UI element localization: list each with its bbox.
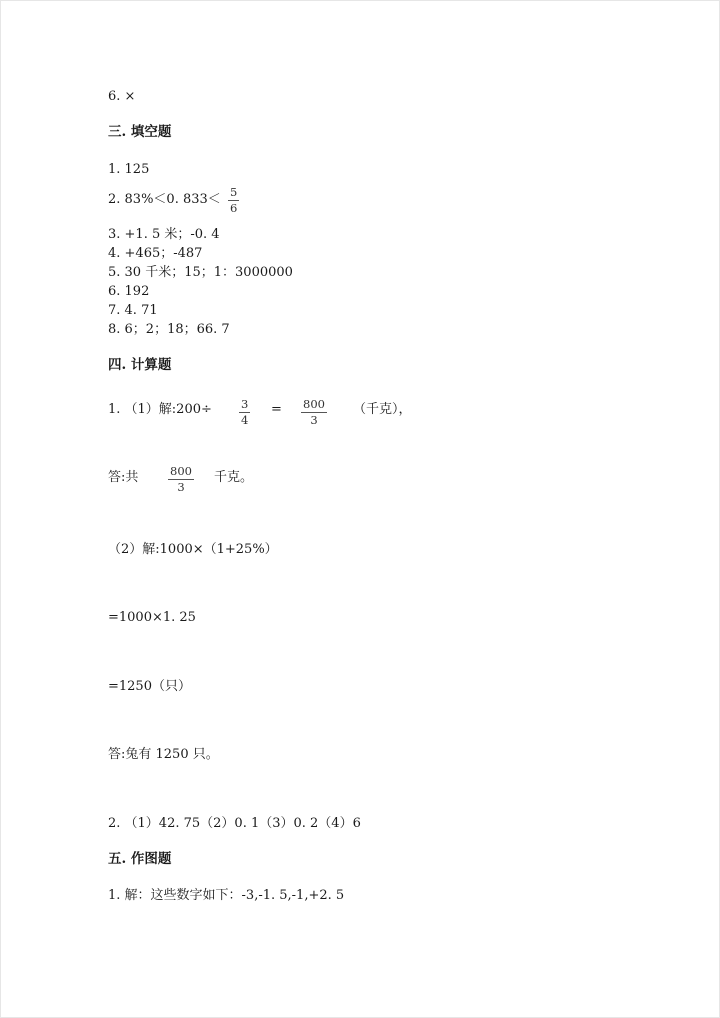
answer-2: 答:兔有 1250 只。: [108, 747, 219, 762]
fill-answer-3: 3. +1. 5 米；-0. 4: [108, 227, 220, 242]
fraction-denominator: 3: [177, 480, 185, 494]
fraction-numerator: 5: [230, 185, 238, 199]
fill-answer-8: 8. 6；2；18；66. 7: [108, 322, 230, 337]
fraction-numerator: 800: [170, 464, 192, 478]
fill-answer-1: 1. 125: [108, 162, 150, 177]
section-4-title: 四. 计算题: [108, 357, 172, 373]
fraction-denominator: 4: [241, 413, 249, 427]
fraction-numerator: 3: [241, 397, 249, 411]
answer-1-suffix: 千克。: [214, 470, 254, 485]
calc-q1-prefix: 1. （1）解:200÷: [108, 402, 212, 417]
answer-6: 6. ×: [108, 89, 136, 104]
unit-kilogram: （千克），: [353, 402, 412, 417]
draw-answer-1: 1. 解：这些数字如下：-3,-1. 5,-1,+2. 5: [108, 888, 345, 903]
fill-answer-7: 7. 4. 71: [108, 303, 158, 318]
calc-q2-line-2: =1000×1. 25: [108, 610, 196, 625]
fraction-numerator: 800: [303, 397, 325, 411]
fill-answer-2: 2. 83%＜0. 833＜: [108, 192, 221, 207]
fraction-denominator: 3: [310, 413, 318, 427]
calc-q3: 2. （1）42. 75（2）0. 1（3）0. 2（4）6: [108, 816, 361, 831]
section-3-title: 三. 填空题: [108, 124, 172, 140]
section-5-title: 五. 作图题: [108, 851, 172, 867]
fill-answer-5: 5. 30 千米；15；1：3000000: [108, 265, 293, 280]
fraction-3-4: [239, 398, 250, 427]
fraction-800-3-answer: [168, 465, 194, 494]
fraction-800-3: [301, 398, 327, 427]
fraction-denominator: 6: [230, 201, 238, 215]
fill-answer-6: 6. 192: [108, 284, 150, 299]
fraction-5-6: [228, 186, 239, 215]
calc-q2-line-1: （2）解:1000×（1+25%）: [108, 542, 278, 557]
fill-answer-4: 4. +465；-487: [108, 246, 203, 261]
equals-sign: =: [271, 402, 282, 417]
answer-1-prefix: 答:共: [108, 470, 139, 485]
calc-q2-line-3: =1250（只）: [108, 679, 191, 694]
